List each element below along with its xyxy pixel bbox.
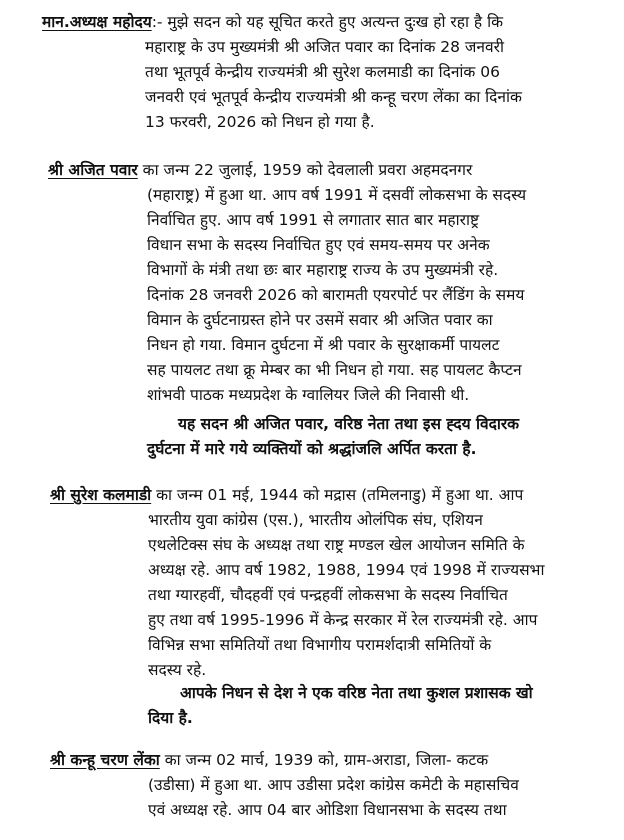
- kalmadi-line-7: विभिन्न सभा समितियों तथा विभागीय परामर्शदात्री समितियों के: [148, 636, 492, 654]
- ajit-tribute-1: यह सदन श्री अजित पवार, वरिष्ठ नेता तथा इस ह्दय विदारक: [178, 415, 520, 433]
- ajit-name: श्री अजित पवार: [48, 161, 138, 179]
- kalmadi-tribute-1: आपके निधन से देश ने एक वरिष्ठ नेता तथा कुशल प्रशासक खो: [180, 684, 533, 702]
- lenka-line-1: [50, 750, 488, 770]
- ajit-line-3: निर्वाचित हुए. आप वर्ष 1991 से लगातार सात बार महाराष्ट्र: [147, 211, 480, 229]
- ajit-line-4: विधान सभा के सदस्य निर्वाचित हुए एवं समय-समय पर अनेक: [147, 236, 490, 254]
- kalmadi-name: श्री सुरेश कलमाडी: [50, 486, 152, 504]
- intro-line-1: [42, 12, 503, 32]
- ajit-line-1: [48, 160, 472, 180]
- lenka-line-2: (उडीसा) में हुआ था. आप उडीसा प्रदेश कांग्रेस कमेटी के महासचिव: [148, 776, 519, 794]
- intro-line-2: महाराष्ट्र के उप मुख्यमंत्री श्री अजित पवार का दिनांक 28 जनवरी: [145, 38, 504, 56]
- ajit-line-2: (महाराष्ट्र) में हुआ था. आप वर्ष 1991 में दसवीं लोकसभा के सदस्य: [147, 186, 527, 204]
- ajit-line-9: सह पायलट तथा क्रू मेम्बर का भी निधन हो गया. सह पायलट कैप्टन: [147, 361, 522, 379]
- lenka-text: का जन्म 02 मार्च, 1939 को, ग्राम-अराडा, जिला- कटक: [159, 751, 489, 769]
- kalmadi-text: का जन्म 01 मई, 1944 को मद्रास (तमिलनाडु) में हुआ था. आप: [151, 486, 524, 504]
- kalmadi-line-6: हुए तथा वर्ष 1995-1996 में केन्द्र सरकार में रेल राज्यमंत्री रहे. आप: [148, 611, 538, 629]
- kalmadi-line-4: अध्यक्ष रहे. आप वर्ष 1982, 1988, 1994 एवं 1998 में राज्यसभा: [148, 561, 545, 579]
- speaker-label: मान.अध्यक्ष महोदय: [42, 13, 152, 31]
- intro-text: :- मुझे सदन को यह सूचित करते हुए अत्यन्त दुःख हो रहा है कि: [151, 13, 503, 31]
- ajit-line-10: शांभवी पाठक मध्यप्रदेश के ग्वालियर जिले की निवासी थी.: [147, 386, 470, 404]
- intro-line-5: 13 फरवरी, 2026 को निधन हो गया है.: [145, 113, 375, 131]
- ajit-line-7: विमान के दुर्घटनाग्रस्त होने पर उसमें सवार श्री अजित पवार का: [147, 311, 493, 329]
- intro-line-4: जनवरी एवं भूतपूर्व केन्द्रीय राज्यमंत्री श्री कन्हू चरण लेंका का दिनांक: [145, 88, 522, 106]
- lenka-name: श्री कन्हू चरण लेंका: [50, 751, 160, 769]
- ajit-line-5: विभागों के मंत्री तथा छः बार महाराष्ट्र राज्य के उप मुख्यमंत्री रहे.: [147, 261, 499, 279]
- intro-line-3: तथा भूतपूर्व केन्द्रीय राज्यमंत्री श्री सुरेश कलमाडी का दिनांक 06: [145, 63, 500, 81]
- kalmadi-line-5: तथा ग्यारहवीं, चौदहवीं एवं पन्द्रहवीं लोकसभा के सदस्य निर्वाचित: [148, 586, 508, 604]
- kalmadi-line-3: एथलेटिक्स संघ के अध्यक्ष तथा राष्ट्र मण्डल खेल आयोजन समिति के: [148, 536, 525, 554]
- kalmadi-line-2: भारतीय युवा कांग्रेस (एस.), भारतीय ओलंपिक संघ, एशियन: [148, 511, 483, 529]
- kalmadi-line-1: [50, 485, 523, 505]
- ajit-line-6: दिनांक 28 जनवरी 2026 को बारामती एयरपोर्ट पर लैंडिंग के समय: [147, 286, 525, 304]
- kalmadi-tribute-2: दिया है.: [148, 709, 193, 727]
- ajit-text: का जन्म 22 जुलाई, 1959 को देवलाली प्रवरा अहमदनगर: [137, 161, 473, 179]
- kalmadi-line-8: सदस्य रहे.: [148, 661, 207, 679]
- ajit-tribute-2: दुर्घटना में मारे गये व्यक्तियों को श्रद्धांजलि अर्पित करता है.: [147, 440, 477, 458]
- lenka-line-3: एवं अध्यक्ष रहे. आप 04 बार ओडिशा विधानसभा के सदस्य तथा: [148, 801, 507, 819]
- ajit-line-8: निधन हो गया. विमान दुर्घटना में श्री पवार के सुरक्षाकर्मी पायलट: [147, 336, 500, 354]
